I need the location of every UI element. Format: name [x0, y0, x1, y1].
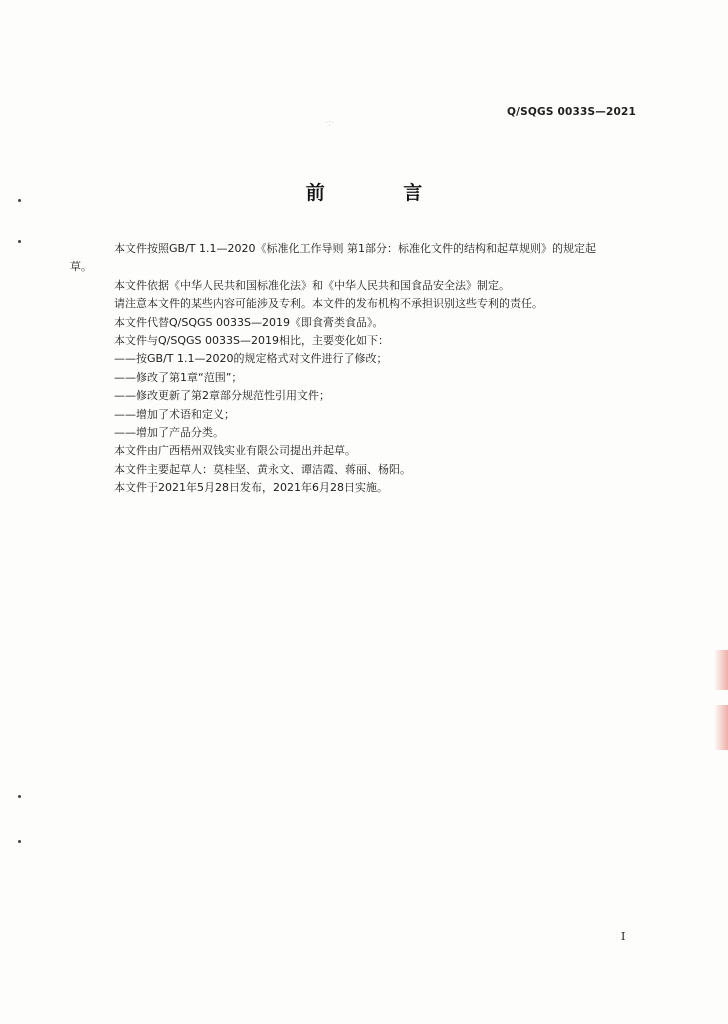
paragraph-standard-basis: 本文件按照GB/T 1.1—2020《标准化工作导则 第1部分：标准化文件的结构和起草规则》的规定起 — [114, 242, 596, 255]
change-item: ——按GB/T 1.1—2020的规定格式对文件进行了修改； — [114, 352, 388, 366]
paragraph-standard-basis-cont: 草。 — [70, 260, 92, 274]
change-item: ——修改更新了第2章部分规范性引用文件； — [114, 389, 330, 403]
paragraph-legal-basis: 本文件依据《中华人民共和国标准化法》和《中华人民共和国食品安全法》制定。 — [114, 278, 510, 292]
stamp-fragment — [714, 705, 728, 750]
scan-dot — [18, 199, 21, 202]
paragraph-proposer: 本文件由广西梧州双钱实业有限公司提出并起草。 — [114, 444, 356, 458]
page-title: 前 言 — [305, 182, 459, 204]
paragraph-patent-notice: 请注意本文件的某些内容可能涉及专利。本文件的发布机构不承担识别这些专利的责任。 — [114, 297, 543, 311]
scan-mark: ·:· — [325, 118, 335, 129]
document-code: Q/SQGS 0033S—2021 — [507, 106, 636, 118]
paragraph-dates: 本文件于2021年5月28日发布，2021年6月28日实施。 — [114, 481, 388, 495]
scan-dot — [18, 795, 21, 798]
change-item: ——增加了产品分类。 — [114, 426, 224, 440]
change-item: ——修改了第1章“范围”； — [114, 370, 243, 384]
foreword-body — [70, 240, 652, 498]
stamp-fragment — [714, 650, 728, 690]
paragraph-replaces: 本文件代替Q/SQGS 0033S—2019《即食膏类食品》。 — [114, 315, 384, 329]
paragraph-drafters: 本文件主要起草人：莫桂坚、黄永文、谭洁霞、蒋丽、杨阳。 — [114, 462, 411, 476]
scan-dot — [18, 840, 21, 843]
scan-dot — [18, 240, 21, 243]
page-number: I — [621, 930, 626, 943]
paragraph-changes-intro: 本文件与Q/SQGS 0033S—2019相比，主要变化如下： — [114, 334, 389, 348]
change-item: ——增加了术语和定义； — [114, 407, 235, 421]
